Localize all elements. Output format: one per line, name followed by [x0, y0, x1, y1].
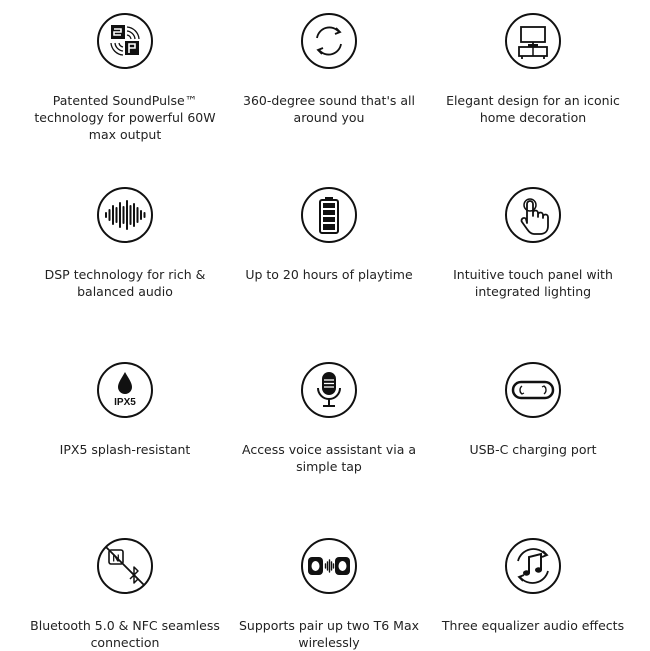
- music-note-cycle-icon: [504, 537, 562, 595]
- usb-c-icon: [504, 361, 562, 419]
- feature-caption: Three equalizer audio effects: [441, 618, 625, 633]
- waveform-icon: [96, 186, 154, 244]
- microphone-icon: [300, 361, 358, 419]
- feature-touch-panel: [433, 186, 633, 300]
- feature-design: [433, 12, 633, 126]
- battery-icon: [300, 186, 358, 244]
- ipx5-label: IPX5: [114, 397, 136, 408]
- feature-caption: Bluetooth 5.0 & NFC seamless connection: [30, 618, 220, 650]
- feature-caption: Intuitive touch panel with integrated lighting: [453, 267, 613, 299]
- feature-ipx5: [25, 361, 225, 458]
- feature-caption: Up to 20 hours of playtime: [245, 267, 413, 282]
- feature-360-sound: [229, 12, 429, 126]
- feature-caption: Elegant design for an iconic home decoration: [446, 93, 620, 125]
- feature-caption: Access voice assistant via a simple tap: [241, 442, 416, 474]
- feature-caption: DSP technology for rich & balanced audio: [44, 267, 206, 299]
- nfc-bluetooth-icon: [96, 537, 154, 595]
- feature-battery: [229, 186, 429, 283]
- tv-console-icon: [504, 12, 562, 70]
- speaker-pair-icon: [300, 537, 358, 595]
- ipx5-drop-icon: [96, 361, 154, 419]
- feature-voice-assistant: [229, 361, 429, 475]
- feature-pairing: [229, 537, 429, 651]
- feature-caption: Supports pair up two T6 Max wirelessly: [238, 618, 420, 650]
- feature-caption: IPX5 splash-resistant: [59, 442, 191, 457]
- feature-caption: USB-C charging port: [469, 442, 597, 457]
- feature-dsp: [25, 186, 225, 300]
- feature-usb-c: [433, 361, 633, 458]
- sp-logo-icon: [96, 12, 154, 70]
- feature-equalizer: [433, 537, 633, 634]
- feature-soundpulse: [25, 12, 225, 143]
- rotate-360-icon: [300, 12, 358, 70]
- nfc-n-glyph: N: [112, 553, 120, 565]
- feature-caption: 360-degree sound that's all around you: [243, 93, 415, 125]
- feature-caption: Patented SoundPulse™ technology for powerful 60W max output: [34, 93, 216, 142]
- feature-bluetooth-nfc: [25, 537, 225, 651]
- touch-hand-icon: [504, 186, 562, 244]
